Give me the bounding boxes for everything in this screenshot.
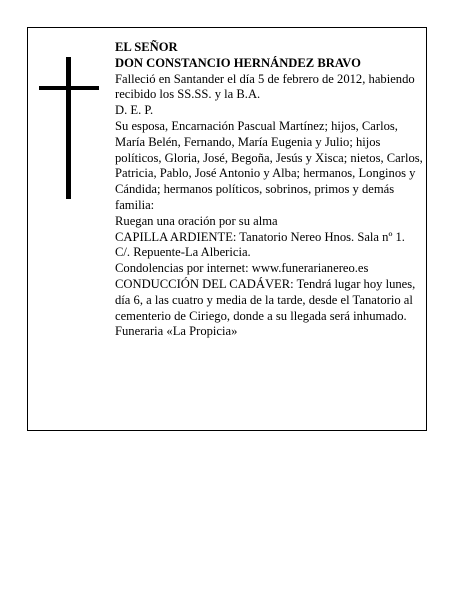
funeral-details: Tendrá lugar hoy lunes, día 6, a las cuatro y media de la tarde, desde el Tanatorio al cementerio de Ciriego, donde a su llegada será inhumado. [115, 276, 416, 323]
cross-vertical-bar [66, 57, 71, 199]
funeral-home: Funeraria «La Propicia» [115, 324, 238, 339]
notice-title: EL SEÑOR [115, 40, 178, 54]
condolences-info: Condolencias por internet: www.funerarianereo.es [115, 261, 369, 276]
funeral-label: CONDUCCIÓN DEL CADÁVER: [115, 276, 294, 291]
death-statement: Falleció en Santander el día 5 de febrero de 2012, habiendo recibido los SS.SS. y la B.A. [115, 71, 415, 102]
notice-body [115, 40, 423, 340]
prayer-request: Ruegan una oración por su alma [115, 213, 278, 228]
rest-in-peace: D. E. P. [115, 103, 154, 118]
obituary-notice [27, 27, 427, 431]
deceased-name: DON CONSTANCIO HERNÁNDEZ BRAVO [115, 55, 361, 70]
funeral-info [115, 277, 423, 324]
family-list: Su esposa, Encarnación Pascual Martínez; hijos, Carlos, María Belén, Fernando, María Eugenia y Julio; hijos políticos, Gloria, José, Begoña, Jesús y Xisca; nietos, Carlos, Patricia, Pablo, José Antonio y Alba; hermanos, Longinos y Cándida; hermanos políticos, sobrinos, primos y demás familia: [115, 118, 423, 212]
cross-horizontal-bar [39, 86, 99, 90]
chapel-info: CAPILLA ARDIENTE: Tanatorio Nereo Hnos. Sala nº 1. C/. Repuente-La Albericia. [115, 229, 405, 260]
